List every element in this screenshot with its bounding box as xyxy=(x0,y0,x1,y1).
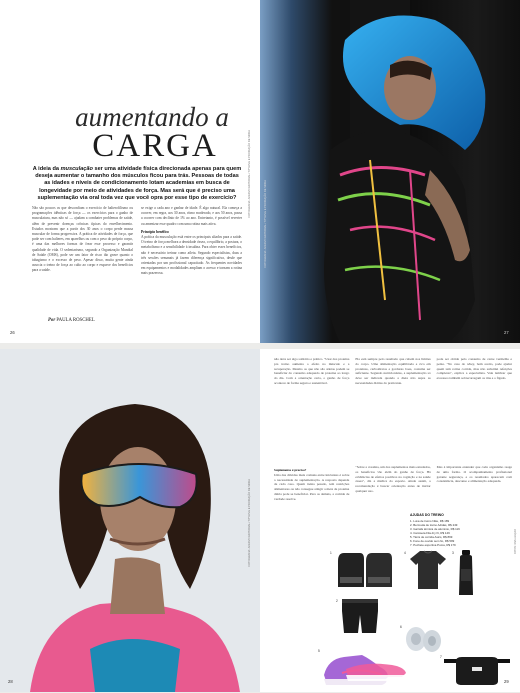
continuation-column-2: Ela está sempre pelo resultado que cabem nos limites do corpo. Uma alimentação equilibrada e rica em proteínas, carboidratos e gorduras boas, costuma ser suficiente. Segundo nutricionistas, a suplementação só deve ser indicada quando a dieta não supre as necessidades diárias do praticante. xyxy=(355,357,431,385)
body-column-2-text: se exige a cada ano e ganhar de idade. É algo natural. Ela começa a ocorrer, em regra, aos 30 anos, ritmo moderado, e aos 50 anos, passa a ocorrer com declínio de 1% ao ano. Entretanto, é possível reverter ou amenizar esse quadro com uma rotina mais ativa. xyxy=(141,206,242,226)
continuation-column-1b-text: Uma das dúvidas mais comuns entre iniciantes é sobre a necessidade de suplementação. A resposta depende de cada caso. Quem treina pesado, tem restrições alimentares ou não consegue atingir a meta de proteína diária pode se beneficiar. Para os demais, a comida de verdade resolve. xyxy=(274,472,350,501)
sneakers-product xyxy=(322,645,408,689)
runner-photo-page xyxy=(260,0,520,343)
earbuds-product xyxy=(404,623,444,655)
shopping-page xyxy=(260,349,520,692)
page-number: 27 xyxy=(504,330,509,335)
sunglasses-photo-page xyxy=(0,349,260,692)
neck xyxy=(110,557,165,614)
byline-prefix: Por xyxy=(48,318,56,323)
waist-bag-product xyxy=(444,653,510,687)
page-number: 28 xyxy=(8,679,13,684)
sunglasses-photo xyxy=(0,349,260,692)
article-lead xyxy=(32,166,242,202)
product-number: 2 xyxy=(336,599,338,603)
shopping-list xyxy=(410,513,514,547)
gloves-product xyxy=(334,549,396,591)
continuation-column-2b: "Sobre a creatina, um dos suplementos mais estudados, os benefícios vão além do ganho de força. Há evidências de efeitos positivos na cognição e na saúde óssea", diz a médica do esporte. Ainda assim, a recomendação é buscar orientação antes de iniciar qualquer uso. xyxy=(355,465,431,493)
lead-prefix: A ideia da xyxy=(32,166,61,172)
product-number: 1 xyxy=(330,551,332,555)
shopping-item: 7. Pochete esportiva Puma, R$ 179 xyxy=(410,543,456,547)
photo-credit: FOTOGRAFIA: ACERVO EDITORIAL / STYLING E PRODUÇÃO DE MODA xyxy=(264,180,267,268)
product-number: 4 xyxy=(404,551,406,555)
photo-credit: FOTOS: DIVULGAÇÃO xyxy=(514,529,517,555)
section-subtitle: Princípio benéfico xyxy=(141,229,169,234)
lead-rest: ser uma atividade física direcionada apenas para quem deseja aumentar o tamanho dos músculos ficou para trás. Pessoas de todas as idades e níveis de condicionamento lotam academias em busca de longevidade por meio de atividades de força. Mas será que é preciso uma suplementação via oral toda vez que você opra por esse tipo de exercício? xyxy=(35,166,242,201)
runner-photo xyxy=(260,0,520,343)
product-number: 3 xyxy=(452,551,454,555)
bottle-product xyxy=(456,549,476,597)
page-number: 26 xyxy=(10,330,15,335)
shopping-item: 1. Luva de treino Nike, R$ 189 xyxy=(410,519,450,523)
product-grid xyxy=(260,549,520,692)
shopping-item: 6. Fone de ouvido sem fio, R$ 599 xyxy=(410,539,455,543)
photo-credit: FOTOGRAFIA: ACERVO EDITORIAL / STYLING E PRODUÇÃO DE MODA xyxy=(248,130,251,218)
body-column-2 xyxy=(141,206,242,343)
product-number: 6 xyxy=(400,625,402,629)
opener-page xyxy=(0,0,260,343)
continuation-column-3b: Mas é importante entender que cada organismo reage de uma forma. O acompanhamento profissional garante segurança, e os resultados aparecem com consistência, descanso e alimentação adequada. xyxy=(436,465,512,484)
continuation-column-1: não deve ser algo solitário e prático. "Usar dos proteína pra treino aumenta o efeito no músculo e a recuperação. Mesmo os que não são atletas podem se beneficiar do consumo adequado de proteína ao longo do dia. Com a orientação certa, o ganho de força acontece de forma segura e sustentável. xyxy=(274,357,350,385)
bottom-spread xyxy=(0,349,520,692)
byline-author: PAULA ROSCHEL xyxy=(56,318,95,323)
article-kicker: aumentando a xyxy=(75,102,229,132)
product-number: 5 xyxy=(318,649,320,653)
photo-credit: FOTOGRAFIA: ACERVO EDITORIAL / STYLING E PRODUÇÃO DE MODA xyxy=(248,479,251,567)
section-subtitle: Suplemento é preciso? xyxy=(274,468,307,472)
article-continuation xyxy=(274,357,512,467)
shopping-item: 4. Camiseta Fila dry fit, R$ 149 xyxy=(410,531,450,535)
byline xyxy=(48,318,95,323)
article-title: CARGA xyxy=(92,128,218,164)
shopping-item: 3. Garrafa térmica de alumínio, R$ 119 xyxy=(410,527,460,531)
teal-accent xyxy=(90,639,180,692)
shopping-item: 5. Tênis de corrida Asics, R$ 899 xyxy=(410,535,453,539)
body-column-2-rest: A prática da musculação está entre os principais aliados para a saúde. O treino de força melhora a densidade óssea, o equilíbrio, a postura, o metabolismo e a sensibilidade à insulina. Para obter esses benefícios, não é necessário treinar como atleta. Segundo especialistas, duas a três sessões semanais já fazem diferença significativa, desde que orientadas por um profissional capacitado. As frequentes novidades em equipamentos e modalidades ampliam o acesso e tornam a rotina mais prazerosa. xyxy=(141,235,242,276)
product-number: 7 xyxy=(440,655,442,659)
page-number: 29 xyxy=(504,679,509,684)
tshirt-product xyxy=(408,549,448,591)
continuation-column-3: pode ser obtida pelo consumo de carne vermelha e peixe. "No caso do whey, bem aceito, pode ajudar quem tem rotina corrida, mas não substitui refeições completas", explica a especialista. Vale lembrar que excessos também sobrecarregam os rins e o fígado. xyxy=(436,357,512,381)
lead-highlight: musculação xyxy=(60,166,93,172)
shopping-item: 2. Bermuda de treino Adidas, R$ 249 xyxy=(410,523,458,527)
top-spread xyxy=(0,0,520,343)
body-column-1: Não são poucos os que desconfiam o exercício de halterofilismo ou programações idênticas de força — os exercícios para o ganho de musculatura, mas não só — ajudam a combater problemas de saúde, além de prevenir doenças crônicas típicas do envelhecimento. Estudos mostram que a partir dos 30 anos o corpo perde massa muscular de forma progressiva. A prática de atividades de força, que pode ser com halteres, em aparelhos ou com o peso do próprio corpo, é uma das melhores formas de frear esse processo e garantir qualidade de vida. O sedentarismo, segundo a Organização Mundial de Saúde (OMS), pode ser um fator de risco tão grave quanto o tabagismo e o excesso de peso. Apesar disso, muita gente ainda associa o treino de força ao culto ao corpo e esquece dos benefícios para a saúde. xyxy=(32,206,133,273)
shorts-product xyxy=(340,597,380,635)
shopping-list-title: AJUDAS DO TREINO xyxy=(410,513,444,517)
